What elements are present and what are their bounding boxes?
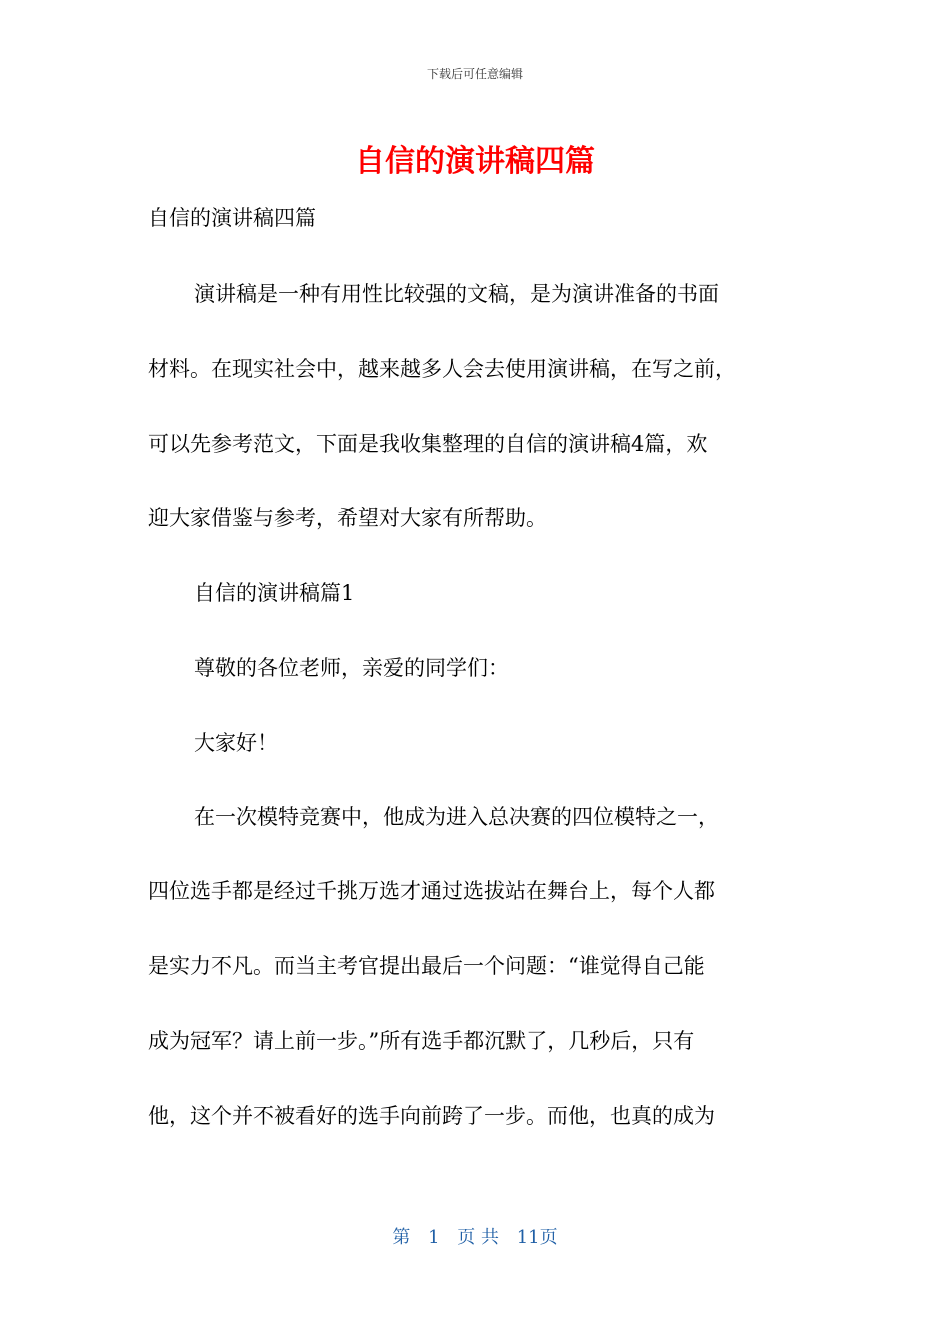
current-page-number: 1 xyxy=(428,1227,440,1248)
greeting-line: 大家好！ xyxy=(194,731,278,755)
footer-middle: 页 共 xyxy=(457,1227,499,1248)
paragraph-line: 迎大家借鉴与参考，希望对大家有所帮助。 xyxy=(148,506,547,530)
paragraph-line: 在一次模特竞赛中，他成为进入总决赛的四位模特之一， xyxy=(194,805,719,829)
footer-prefix: 第 xyxy=(392,1227,411,1248)
paragraph-line: 是实力不凡。而当主考官提出最后一个问题：“谁觉得自己能 xyxy=(148,954,705,978)
paragraph-line: 四位选手都是经过千挑万选才通过选拔站在舞台上，每个人都 xyxy=(148,879,715,903)
paragraph-line: 成为冠军？请上前一步。”所有选手都沉默了，几秒后，只有 xyxy=(148,1029,695,1053)
paragraph-line: 可以先参考范文，下面是我收集整理的自信的演讲稿4篇，欢 xyxy=(148,432,708,456)
salutation-line: 尊敬的各位老师，亲爱的同学们： xyxy=(194,656,509,680)
paragraph-line: 演讲稿是一种有用性比较强的文稿，是为演讲准备的书面 xyxy=(194,282,719,306)
header-note: 下载后可任意编辑 xyxy=(426,67,523,81)
total-pages-number: 11 xyxy=(516,1227,540,1248)
section-heading: 自信的演讲稿篇1 xyxy=(194,581,355,605)
paragraph-line: 材料。在现实社会中，越来越多人会去使用演讲稿，在写之前， xyxy=(148,357,736,381)
document-title: 自信的演讲稿四篇 xyxy=(355,144,595,179)
subtitle-line: 自信的演讲稿四篇 xyxy=(148,206,316,230)
paragraph-line: 他，这个并不被看好的选手向前跨了一步。而他，也真的成为 xyxy=(148,1104,715,1128)
footer-suffix: 页 xyxy=(539,1227,558,1248)
page-footer xyxy=(0,1226,950,1250)
